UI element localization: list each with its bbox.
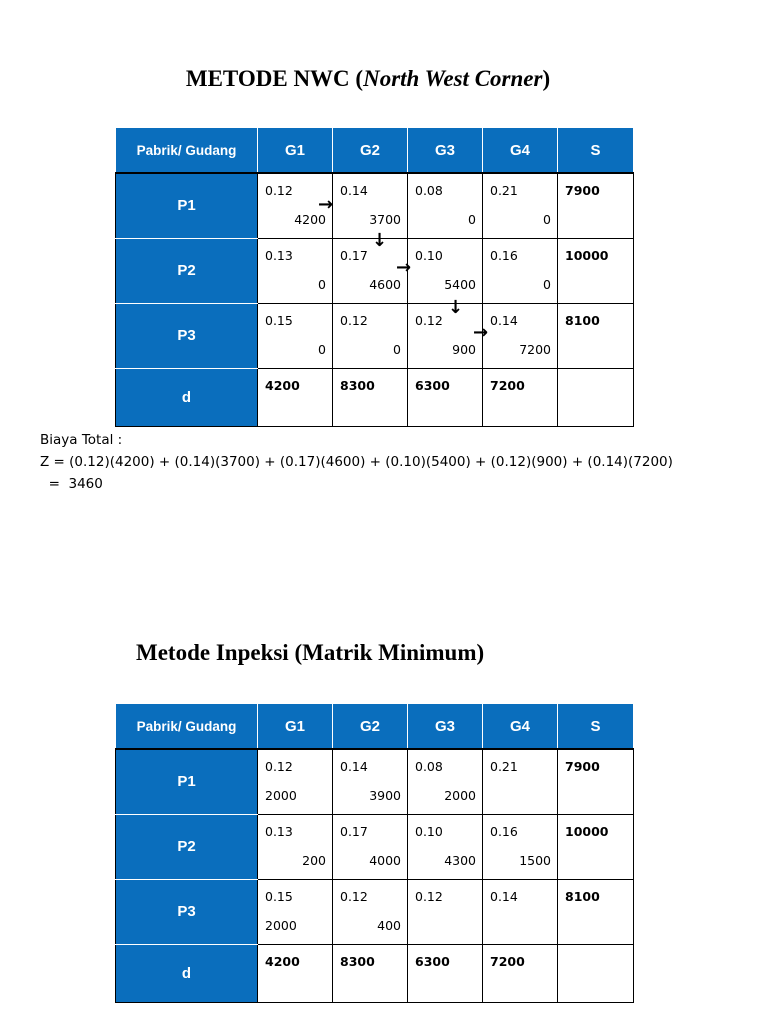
cell-allocation: 4600: [369, 276, 401, 292]
cell-cost: 0.21: [490, 183, 518, 198]
cell-cost: 0.14: [490, 312, 518, 328]
cell-allocation: 0: [543, 211, 551, 227]
nwc-row-label: P2: [116, 238, 258, 303]
demand-value: 8300: [340, 377, 375, 393]
nwc-header-g2: G2: [333, 128, 408, 174]
nwc-supply-cell: [558, 303, 634, 368]
nwc-title: [0, 66, 752, 92]
nwc-cell: [258, 303, 333, 368]
supply-value: 7900: [565, 759, 600, 774]
cell-cost: 0.16: [490, 247, 518, 263]
inpeksi-demand-row: [116, 944, 634, 1002]
inpeksi-supply-cell: [558, 879, 634, 944]
total-cost-block: [40, 429, 673, 495]
nwc-header-corner: Pabrik/ Gudang: [116, 128, 258, 174]
nwc-cell: [483, 303, 558, 368]
nwc-row-label: P3: [116, 303, 258, 368]
arrow-right-icon: →: [318, 194, 334, 215]
cell-allocation: 4300: [444, 852, 476, 868]
inpeksi-cell: [258, 879, 333, 944]
demand-value: 7200: [490, 953, 525, 969]
cell-cost: 0.13: [265, 247, 293, 263]
cell-allocation: 1500: [519, 852, 551, 868]
cell-cost: 0.12: [265, 183, 293, 198]
cell-cost: 0.12: [415, 888, 443, 904]
inpeksi-cell: [408, 814, 483, 879]
cell-cost: 0.12: [265, 759, 293, 774]
arrow-down-icon: ↓: [448, 297, 464, 318]
nwc-cell: [408, 173, 483, 238]
inpeksi-header-g1: G1: [258, 704, 333, 750]
cell-allocation: 0: [318, 341, 326, 357]
inpeksi-title: Metode Inpeksi (Matrik Minimum): [136, 640, 485, 665]
cell-allocation: 2000: [265, 917, 297, 933]
nwc-cell: [408, 303, 483, 368]
cell-cost: 0.10: [415, 247, 443, 263]
cell-allocation: 3700: [369, 211, 401, 227]
cell-cost: 0.15: [265, 312, 293, 328]
cell-allocation: 0: [468, 211, 476, 227]
arrow-down-icon: ↓: [372, 230, 388, 251]
demand-value: 7200: [490, 377, 525, 393]
nwc-header-g1: G1: [258, 128, 333, 174]
cell-allocation: 4200: [294, 211, 326, 227]
cell-allocation: 0: [543, 276, 551, 292]
cell-cost: 0.13: [265, 823, 293, 839]
inpeksi-header-s: S: [558, 704, 634, 750]
nwc-title-main: METODE NWC (: [185, 66, 364, 91]
supply-value: 10000: [565, 247, 609, 263]
inpeksi-cell: [408, 749, 483, 814]
cell-allocation: 7200: [519, 341, 551, 357]
cell-cost: 0.14: [340, 183, 368, 198]
cell-allocation: 4000: [369, 852, 401, 868]
inpeksi-cell: [483, 814, 558, 879]
cell-allocation: 400: [377, 917, 401, 933]
inpeksi-row-p3: [116, 879, 634, 944]
nwc-row-p1: [116, 173, 634, 238]
inpeksi-row-p2: [116, 814, 634, 879]
inpeksi-header-corner: Pabrik/ Gudang: [116, 704, 258, 750]
nwc-header-g3: G3: [408, 128, 483, 174]
inpeksi-cell: [333, 814, 408, 879]
inpeksi-demand-cell: [483, 944, 558, 1002]
cell-allocation: 200: [302, 852, 326, 868]
nwc-supply-cell: [558, 173, 634, 238]
cell-allocation: 5400: [444, 276, 476, 292]
nwc-title-italic: North West Corner: [363, 66, 543, 91]
inpeksi-row-p1: [116, 749, 634, 814]
inpeksi-cell: [258, 814, 333, 879]
nwc-demand-cell: [408, 368, 483, 426]
cell-cost: 0.14: [340, 759, 368, 774]
inpeksi-header-row: [116, 704, 634, 750]
nwc-cell: [333, 303, 408, 368]
inpeksi-demand-cell: [333, 944, 408, 1002]
cell-cost: 0.12: [340, 888, 368, 904]
inpeksi-cell: [483, 749, 558, 814]
nwc-row-label: P1: [116, 173, 258, 238]
inpeksi-row-label: P1: [116, 749, 258, 814]
cell-cost: 0.15: [265, 888, 293, 904]
cell-cost: 0.17: [340, 247, 368, 263]
total-cost-label: Biaya Total :: [40, 432, 123, 448]
demand-value: 6300: [415, 377, 450, 393]
cell-allocation: 2000: [444, 787, 476, 803]
cell-cost: 0.12: [415, 312, 443, 328]
supply-value: 8100: [565, 888, 600, 904]
nwc-header-s: S: [558, 128, 634, 174]
nwc-cell: [483, 173, 558, 238]
inpeksi-table: [115, 703, 634, 1003]
inpeksi-header-g4: G4: [483, 704, 558, 750]
arrow-right-icon: →: [473, 322, 489, 343]
cell-allocation: 0: [318, 276, 326, 292]
inpeksi-cell: [258, 749, 333, 814]
nwc-demand-row: [116, 368, 634, 426]
total-cost-formula: Z = (0.12)(4200) + (0.14)(3700) + (0.17)(4600) + (0.10)(5400) + (0.12)(900) + (0.14)(7200): [40, 454, 673, 470]
nwc-row-p3: [116, 303, 634, 368]
inpeksi-supply-cell: [558, 814, 634, 879]
nwc-header-g4: G4: [483, 128, 558, 174]
cell-allocation: 900: [452, 341, 476, 357]
inpeksi-cell: [333, 749, 408, 814]
nwc-header-row: [116, 128, 634, 174]
nwc-table: [115, 127, 634, 427]
nwc-title-end: ): [542, 66, 551, 91]
cell-cost: 0.21: [490, 759, 518, 774]
cell-allocation: 0: [393, 341, 401, 357]
inpeksi-cell: [408, 879, 483, 944]
demand-value: 8300: [340, 953, 375, 969]
nwc-cell: [333, 173, 408, 238]
inpeksi-row-label: P3: [116, 879, 258, 944]
nwc-demand-empty: [558, 368, 634, 426]
cell-cost: 0.16: [490, 823, 518, 839]
cell-cost: 0.12: [340, 312, 368, 328]
inpeksi-header-g2: G2: [333, 704, 408, 750]
inpeksi-demand-cell: [258, 944, 333, 1002]
supply-value: 10000: [565, 823, 609, 839]
inpeksi-header-g3: G3: [408, 704, 483, 750]
inpeksi-supply-cell: [558, 749, 634, 814]
nwc-cell: [483, 238, 558, 303]
demand-value: 4200: [265, 953, 300, 969]
supply-value: 7900: [565, 183, 600, 198]
cell-cost: 0.14: [490, 888, 518, 904]
inpeksi-cell: [483, 879, 558, 944]
inpeksi-demand-cell: [408, 944, 483, 1002]
supply-value: 8100: [565, 312, 600, 328]
cell-cost: 0.10: [415, 823, 443, 839]
nwc-demand-label: d: [116, 368, 258, 426]
nwc-cell: [408, 238, 483, 303]
inpeksi-row-label: P2: [116, 814, 258, 879]
nwc-demand-cell: [483, 368, 558, 426]
inpeksi-demand-label: d: [116, 944, 258, 1002]
nwc-cell: [258, 238, 333, 303]
demand-value: 6300: [415, 953, 450, 969]
cell-cost: 0.08: [415, 183, 443, 198]
cell-cost: 0.17: [340, 823, 368, 839]
inpeksi-demand-empty: [558, 944, 634, 1002]
cell-cost: 0.08: [415, 759, 443, 774]
nwc-supply-cell: [558, 238, 634, 303]
total-cost-result: = 3460: [40, 476, 103, 492]
arrow-right-icon: →: [396, 257, 412, 278]
cell-allocation: 2000: [265, 787, 297, 803]
inpeksi-cell: [333, 879, 408, 944]
nwc-demand-cell: [333, 368, 408, 426]
cell-allocation: 3900: [369, 787, 401, 803]
nwc-demand-cell: [258, 368, 333, 426]
demand-value: 4200: [265, 377, 300, 393]
